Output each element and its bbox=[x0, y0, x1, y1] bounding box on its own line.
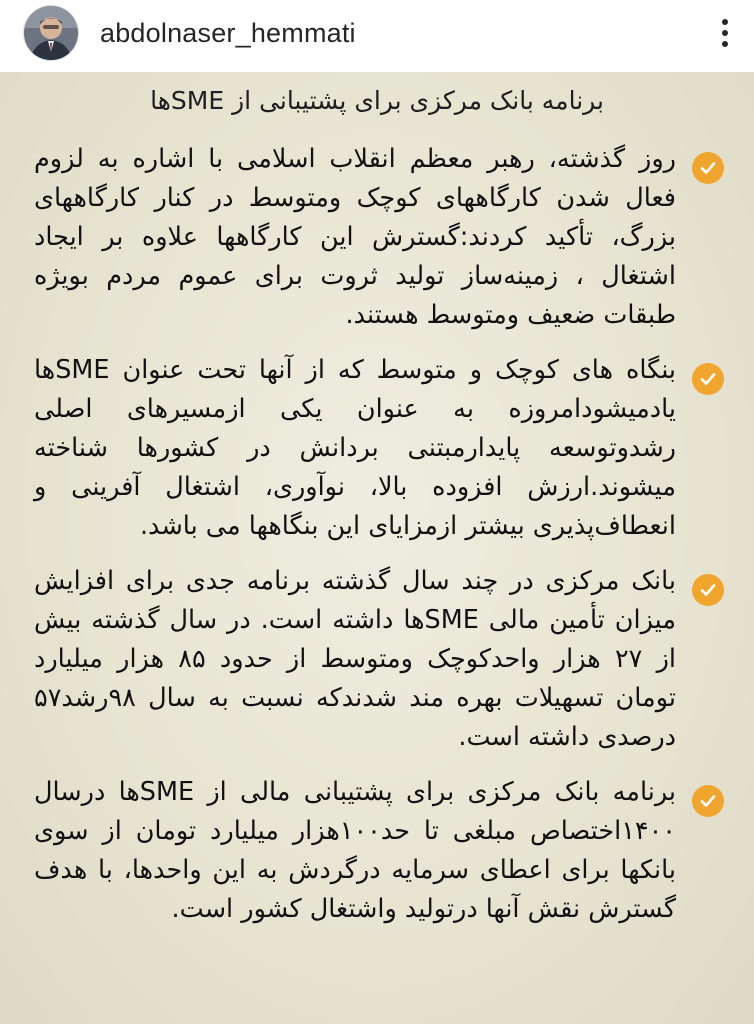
list-item-text: برنامه بانک مرکزی برای پشتیبانی مالی از SMEها درسال ۱۴۰۰اختصاص مبلغی تا حد۱۰۰هزار میلیارد تومان از سوی بانکها برای اعطای سرمایه درگردش به این واحدها، با هدف گسترش نقش آنها درتولید واشتغال کشور است. bbox=[34, 777, 676, 924]
avatar[interactable] bbox=[24, 6, 78, 60]
check-circle-icon bbox=[692, 785, 724, 817]
username[interactable]: abdolnaser_hemmati bbox=[100, 17, 356, 48]
list-item bbox=[0, 562, 754, 757]
more-options-icon[interactable] bbox=[710, 13, 740, 53]
check-circle-icon bbox=[692, 363, 724, 395]
check-circle-icon bbox=[692, 574, 724, 606]
list-item bbox=[0, 140, 754, 335]
list-item bbox=[0, 351, 754, 546]
list-item-text: بنگاه های کوچک و متوسط که از آنها تحت عنوان SMEها یادمیشودامروزه به عنوان یکی ازمسیرهای اصلی رشدوتوسعه پایدارمبتنی بردانش در کشورها شناخته میشوند.ارزش افزوده بالا، نوآوری، اشتغال آفرینی و انعطاف‌پذیری بیشتر ازمزایای این بنگاهها می باشد. bbox=[34, 355, 676, 541]
post-image bbox=[0, 72, 754, 1024]
list-item-text: روز گذشته، رهبر معظم انقلاب اسلامی با اشاره به لزوم فعال شدن کارگاههای کوچک ومتوسط در کنار کارگاههای بزرگ، تأکید کردند:گسترش این کارگاهها علاوه بر ایجاد اشتغال ، زمینه‌ساز تولید ثروت برای عموم مردم بویژه طبقات ضعیف ومتوسط هستند. bbox=[34, 144, 676, 330]
list-item bbox=[0, 773, 754, 929]
profile-photo-icon bbox=[24, 6, 78, 60]
post-title: برنامه بانک مرکزی برای پشتیبانی از SMEها bbox=[150, 86, 604, 115]
check-circle-icon bbox=[692, 152, 724, 184]
post-header bbox=[0, 0, 754, 66]
bullet-list bbox=[0, 140, 754, 945]
list-item-text: بانک مرکزی در چند سال گذشته برنامه جدی برای افزایش میزان تأمین مالی SMEها داشته است. در سال گذشته بیش از ۲۷ هزار واحدکوچک ومتوسط از حدود ۸۵ هزار میلیارد تومان تسهیلات بهره مند شدندکه نسبت به سال ۹۸رشد۵۷ درصدی داشته است. bbox=[34, 566, 677, 752]
